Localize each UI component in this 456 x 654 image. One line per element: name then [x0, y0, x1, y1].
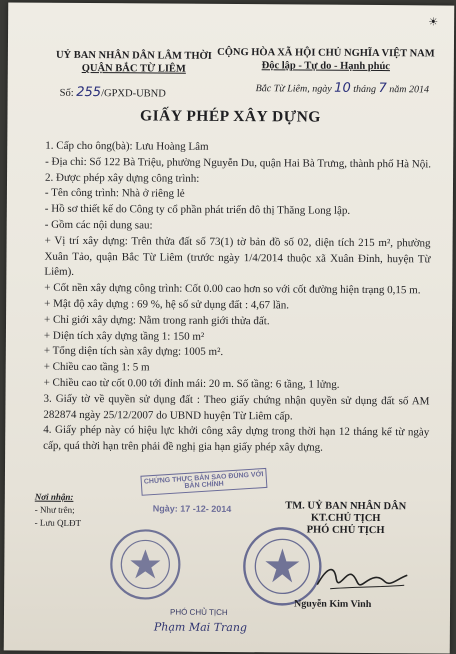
recipient-item: - Lưu QLĐT: [34, 517, 82, 528]
clause-2: 2. Được phép xây dựng công trình:: [45, 171, 200, 185]
clause-design: - Hồ sơ thiết kế do Công ty cổ phần phát triển đô thị Thăng Long lập.: [44, 202, 351, 218]
signature-role2: PHÓ CHỦ TỊCH: [306, 524, 385, 537]
clause-project-name: - Tên công trình: Nhà ở riêng lẻ: [44, 187, 185, 201]
clause-1: 1. Cấp cho ông(bà): Lưu Hoàng Lâm: [45, 139, 209, 153]
clause-floor-area: + Diện tích xây dựng tầng 1: 150 m²: [43, 329, 205, 343]
vice-chair-title: PHÓ CHỦ TỊCH: [169, 607, 228, 617]
issue-date: [256, 80, 429, 96]
signer-name: Nguyễn Kim Vinh: [294, 598, 372, 611]
clause-density: + Mật độ xây dựng : 69 %, hệ số sử dụng đất : 4,67 lần.: [44, 297, 290, 312]
date-month: 7: [378, 81, 387, 97]
certified-copy-stamp: CHỨNG THỰC BẢN SAO ĐÚNG VỚI BẢN CHÍNH: [140, 468, 267, 496]
date-place: Bắc Từ Liêm, ngày: [255, 83, 332, 95]
clause-first-floor-height: + Chiều cao tầng 1: 5 m: [43, 360, 150, 374]
signature-org: TM. UỶ BAN NHÂN DÂN: [285, 500, 407, 513]
recipients-list: [35, 491, 82, 530]
signature-role1: KT.CHỦ TỊCH: [310, 512, 381, 525]
recipient-item: - Như trên;: [34, 504, 75, 515]
clause-contents: - Gồm các nội dung sau:: [44, 218, 153, 232]
clause-roof-height: + Chiều cao từ cốt 0.00 tới đỉnh mái: 20 m. Số tầng: 6 tầng, 1 lửng.: [43, 376, 340, 391]
permit-document: [4, 2, 455, 653]
clause-foundation: + Cốt nền xây dựng công trình: Cốt 0.00 cao hơn so với cốt đường hiện trạng 0,15 m.: [44, 281, 421, 297]
clause-address: - Địa chỉ: Số 122 Bà Triệu, phường Nguyễn Du, quận Hai Bà Trưng, thành phố Hà Nội.: [45, 155, 432, 171]
docno-prefix: Số:: [59, 87, 74, 99]
docno-suffix: /GPXD-UBND: [101, 88, 166, 100]
vice-chair-name: Phạm Mai Trang: [153, 620, 248, 635]
date-year: năm 2014: [389, 84, 430, 96]
national-header: [208, 46, 444, 74]
authority-line2: QUẬN BẮC TỪ LIÊM: [81, 62, 186, 75]
country-name: CỘNG HÒA XÃ HỘI CHỦ NGHĨA VIỆT NAM: [217, 46, 435, 60]
clause-total-area: + Tổng diện tích sàn xây dựng: 1005 m².: [43, 345, 224, 359]
left-seal-icon: [108, 527, 183, 602]
date-month-label: tháng: [353, 83, 377, 96]
recipients-head: Nơi nhận:: [34, 491, 74, 502]
date-day: 10: [334, 80, 351, 96]
authority-line1: UỶ BAN NHÂN DÂN LÂM THỜI: [55, 49, 212, 62]
clause-location: + Vị trí xây dựng: Trên thửa đất số 73(1) tờ bản đồ số 02, diện tích 215 m², phường Xuân Tảo, quận Bắc Từ Liêm (trước ngày 1/4/2014 thuộc xã Xuân Đỉnh, huyện Từ Liêm).: [44, 234, 431, 279]
clause-3: 3. Giấy tờ về quyền sử dụng đất : Theo giấy chứng nhận quyền sử dụng đất số AM 282874 ngày 25/12/2007 do UBND huyện Từ Liêm cấp.: [43, 392, 430, 422]
clause-boundary: + Chỉ giới xây dựng: Nằm trong ranh giới thửa đất.: [44, 313, 270, 328]
handwritten-signature: [312, 557, 412, 598]
corner-mark: ☀: [428, 15, 439, 29]
certified-copy-date: Ngày: 17 -12- 2014: [152, 503, 232, 515]
issuing-authority: [54, 49, 214, 76]
permit-body: [43, 139, 431, 458]
docno-handwritten: 255: [76, 84, 102, 101]
document-number: [60, 85, 166, 101]
national-motto: Độc lập - Tự do - Hạnh phúc: [261, 60, 391, 73]
clause-4: 4. Giấy phép này có hiệu lực khởi công xây dựng trong thời hạn 12 tháng kể từ ngày cấp, quá thời hạn trên phải đề nghị gia hạn giấy phép xây dựng.: [43, 424, 430, 454]
document-title: GIẤY PHÉP XÂY DỰNG: [140, 107, 321, 126]
